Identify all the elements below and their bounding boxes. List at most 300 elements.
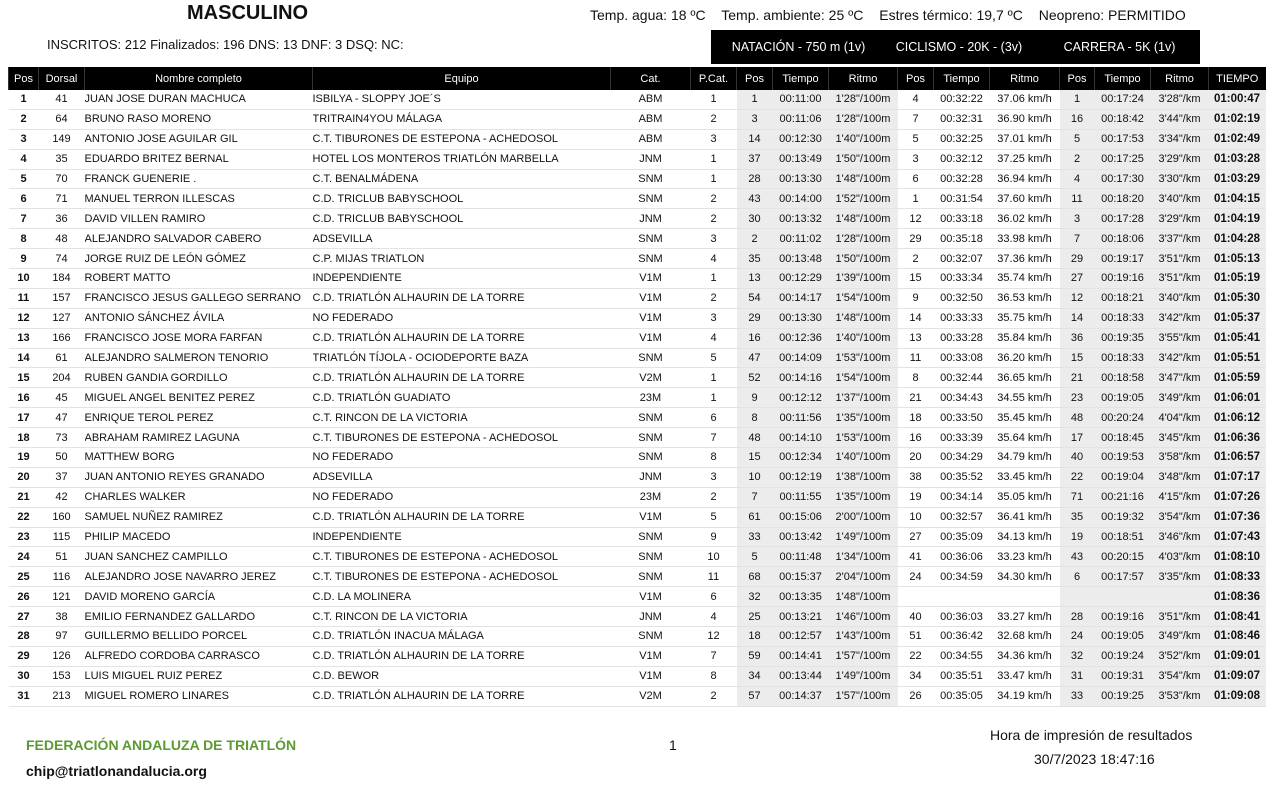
cell-run-pace: 3'54"/km [1151, 666, 1209, 686]
cell-dorsal: 127 [39, 308, 85, 328]
cell-name: JORGE RUIZ DE LEÓN GÓMEZ [85, 249, 313, 269]
cell-bike-pos: 38 [898, 467, 934, 487]
cell-run-pace: 3'37"/km [1151, 229, 1209, 249]
col-header-swim-time: Tiempo [773, 67, 829, 90]
cell-run-pace: 3'30"/km [1151, 169, 1209, 189]
cell-pos: 25 [9, 567, 39, 587]
cell-dorsal: 213 [39, 686, 85, 706]
table-row [9, 90, 1266, 109]
cell-run-pos: 7 [1060, 229, 1095, 249]
cell-total-time: 01:05:19 [1209, 269, 1266, 289]
cell-total-time: 01:02:19 [1209, 109, 1266, 129]
cell-run-pos: 14 [1060, 308, 1095, 328]
cell-total-time: 01:07:36 [1209, 507, 1266, 527]
cell-bike-speed: 33.98 km/h [990, 229, 1060, 249]
cell-bike-speed: 33.47 km/h [990, 666, 1060, 686]
cell-name: LUIS MIGUEL RUIZ PEREZ [85, 666, 313, 686]
cell-run-pace: 3'29"/km [1151, 149, 1209, 169]
cell-run-pos: 24 [1060, 627, 1095, 647]
cell-category: V1M [611, 269, 691, 289]
cell-run-pos: 3 [1060, 209, 1095, 229]
cell-run-pace: 3'35"/km [1151, 567, 1209, 587]
cell-total-time: 01:08:33 [1209, 567, 1266, 587]
cell-swim-pace: 1'50"/100m [829, 249, 898, 269]
table-row [9, 229, 1266, 249]
cell-swim-pos: 33 [737, 527, 773, 547]
table-row [9, 467, 1266, 487]
cell-total-time: 01:05:30 [1209, 288, 1266, 308]
cell-total-time: 01:03:28 [1209, 149, 1266, 169]
cell-category-pos: 3 [691, 129, 737, 149]
cell-category: SNM [611, 189, 691, 209]
cell-name: FRANCISCO JOSE MORA FARFAN [85, 328, 313, 348]
cell-run-pos: 27 [1060, 269, 1095, 289]
cell-team: C.D. TRIATLÓN ALHAURIN DE LA TORRE [313, 686, 611, 706]
cell-swim-pos: 43 [737, 189, 773, 209]
cell-name: BRUNO RASO MORENO [85, 109, 313, 129]
cell-category-pos: 3 [691, 467, 737, 487]
cell-run-time: 00:18:20 [1095, 189, 1151, 209]
cell-swim-pos: 3 [737, 109, 773, 129]
cell-category-pos: 6 [691, 587, 737, 607]
cell-team: C.D. TRICLUB BABYSCHOOL [313, 209, 611, 229]
table-row [9, 269, 1266, 289]
cell-pos: 1 [9, 90, 39, 109]
cell-team: C.D. TRIATLÓN ALHAURIN DE LA TORRE [313, 646, 611, 666]
cell-run-pace: 3'46"/km [1151, 527, 1209, 547]
cell-swim-pos: 30 [737, 209, 773, 229]
cell-bike-pos [898, 587, 934, 607]
cell-total-time: 01:08:46 [1209, 627, 1266, 647]
cell-bike-speed: 37.06 km/h [990, 90, 1060, 109]
cell-team: C.P. MIJAS TRIATLON [313, 249, 611, 269]
cell-category: JNM [611, 467, 691, 487]
cell-team: TRITRAIN4YOU MÁLAGA [313, 109, 611, 129]
cell-run-time: 00:20:24 [1095, 408, 1151, 428]
cell-name: JUAN JOSE DURAN MACHUCA [85, 90, 313, 109]
cell-swim-pos: 61 [737, 507, 773, 527]
table-row [9, 368, 1266, 388]
table-row [9, 249, 1266, 269]
cell-total-time: 01:03:29 [1209, 169, 1266, 189]
cell-bike-pos: 20 [898, 448, 934, 468]
cell-run-pos: 16 [1060, 109, 1095, 129]
cell-bike-speed: 36.94 km/h [990, 169, 1060, 189]
cell-bike-speed: 35.74 km/h [990, 269, 1060, 289]
cell-pos: 30 [9, 666, 39, 686]
cell-swim-pace: 1'48"/100m [829, 209, 898, 229]
cell-run-time: 00:19:05 [1095, 388, 1151, 408]
cell-swim-pos: 57 [737, 686, 773, 706]
cell-category: ABM [611, 90, 691, 109]
cell-run-pace: 3'55"/km [1151, 328, 1209, 348]
cell-run-time: 00:19:35 [1095, 328, 1151, 348]
cell-bike-pos: 24 [898, 567, 934, 587]
cell-swim-time: 00:11:02 [773, 229, 829, 249]
cell-run-pos [1060, 587, 1095, 607]
cell-swim-time: 00:12:36 [773, 328, 829, 348]
cell-team: ISBILYA - SLOPPY JOE´S [313, 90, 611, 109]
cell-bike-speed: 35.84 km/h [990, 328, 1060, 348]
cell-name: GUILLERMO BELLIDO PORCEL [85, 627, 313, 647]
cell-run-pos: 40 [1060, 448, 1095, 468]
cell-swim-pace: 1'46"/100m [829, 607, 898, 627]
cell-dorsal: 51 [39, 547, 85, 567]
contact-email: chip@triatlonandalucia.org [26, 763, 207, 779]
cell-swim-time: 00:15:06 [773, 507, 829, 527]
cell-swim-pos: 68 [737, 567, 773, 587]
cell-team: C.T. RINCON DE LA VICTORIA [313, 607, 611, 627]
cell-pos: 20 [9, 467, 39, 487]
cell-run-pos: 4 [1060, 169, 1095, 189]
cell-run-time: 00:17:30 [1095, 169, 1151, 189]
cell-run-pace: 3'40"/km [1151, 288, 1209, 308]
cell-swim-pos: 13 [737, 269, 773, 289]
results-table [8, 67, 1266, 707]
cell-category-pos: 3 [691, 308, 737, 328]
cell-swim-time: 00:13:44 [773, 666, 829, 686]
cell-dorsal: 157 [39, 288, 85, 308]
cell-pos: 14 [9, 348, 39, 368]
cell-total-time: 01:05:13 [1209, 249, 1266, 269]
cell-name: ALEJANDRO SALMERON TENORIO [85, 348, 313, 368]
cell-run-pos: 28 [1060, 607, 1095, 627]
col-header-swim-pace: Ritmo [829, 67, 898, 90]
cell-swim-pace: 2'00"/100m [829, 507, 898, 527]
cell-team: C.T. BENALMÁDENA [313, 169, 611, 189]
cell-dorsal: 160 [39, 507, 85, 527]
cell-swim-pos: 16 [737, 328, 773, 348]
cell-dorsal: 64 [39, 109, 85, 129]
cell-total-time: 01:08:41 [1209, 607, 1266, 627]
table-row [9, 686, 1266, 706]
cell-bike-speed: 34.19 km/h [990, 686, 1060, 706]
cell-run-pace: 3'49"/km [1151, 388, 1209, 408]
cell-bike-pos: 11 [898, 348, 934, 368]
cell-bike-pos: 27 [898, 527, 934, 547]
cell-bike-pos: 19 [898, 487, 934, 507]
cell-dorsal: 45 [39, 388, 85, 408]
cell-total-time: 01:08:36 [1209, 587, 1266, 607]
cell-dorsal: 61 [39, 348, 85, 368]
cell-swim-time: 00:12:30 [773, 129, 829, 149]
cell-pos: 13 [9, 328, 39, 348]
cell-dorsal: 153 [39, 666, 85, 686]
cell-run-time: 00:21:16 [1095, 487, 1151, 507]
water-temp: Temp. agua: 18 ºC [590, 7, 706, 23]
cell-swim-pos: 14 [737, 129, 773, 149]
cell-bike-pos: 18 [898, 408, 934, 428]
cell-bike-time: 00:34:43 [934, 388, 990, 408]
cell-swim-pace: 1'28"/100m [829, 229, 898, 249]
cell-pos: 15 [9, 368, 39, 388]
cell-team: C.D. TRIATLÓN INACUA MÁLAGA [313, 627, 611, 647]
cell-category-pos: 6 [691, 408, 737, 428]
cell-run-pace: 3'28"/km [1151, 90, 1209, 109]
cell-run-pos: 31 [1060, 666, 1095, 686]
cell-pos: 11 [9, 288, 39, 308]
cell-pos: 3 [9, 129, 39, 149]
cell-category-pos: 8 [691, 666, 737, 686]
organization-name: FEDERACIÓN ANDALUZA DE TRIATLÓN [26, 737, 297, 753]
cell-name: ALEJANDRO SALVADOR CABERO [85, 229, 313, 249]
cell-bike-speed: 37.25 km/h [990, 149, 1060, 169]
cell-total-time: 01:09:07 [1209, 666, 1266, 686]
cell-category-pos: 10 [691, 547, 737, 567]
cell-bike-pos: 6 [898, 169, 934, 189]
col-header-swim-pos: Pos [737, 67, 773, 90]
cell-pos: 2 [9, 109, 39, 129]
cell-bike-pos: 2 [898, 249, 934, 269]
cell-team: INDEPENDIENTE [313, 269, 611, 289]
cell-bike-pos: 1 [898, 189, 934, 209]
cell-name: SAMUEL NUÑEZ RAMIREZ [85, 507, 313, 527]
cell-run-pace: 3'47"/km [1151, 368, 1209, 388]
col-header-bike-speed: Ritmo [990, 67, 1060, 90]
cell-run-pos: 33 [1060, 686, 1095, 706]
cell-bike-pos: 22 [898, 646, 934, 666]
cell-name: EDUARDO BRITEZ BERNAL [85, 149, 313, 169]
cell-category: SNM [611, 348, 691, 368]
cell-name: ABRAHAM RAMIREZ LAGUNA [85, 428, 313, 448]
cell-total-time: 01:09:01 [1209, 646, 1266, 666]
cell-run-time: 00:19:32 [1095, 507, 1151, 527]
cell-run-pace [1151, 587, 1209, 607]
cell-category-pos: 1 [691, 90, 737, 109]
cell-bike-time: 00:32:22 [934, 90, 990, 109]
cell-bike-time [934, 587, 990, 607]
cell-swim-pace: 1'57"/100m [829, 646, 898, 666]
cell-bike-time: 00:35:52 [934, 467, 990, 487]
cell-run-pos: 17 [1060, 428, 1095, 448]
cell-run-pace: 3'51"/km [1151, 269, 1209, 289]
cell-bike-pos: 7 [898, 109, 934, 129]
cell-bike-speed: 37.01 km/h [990, 129, 1060, 149]
cell-run-pace: 3'44"/km [1151, 109, 1209, 129]
cell-swim-time: 00:14:37 [773, 686, 829, 706]
cell-swim-pos: 52 [737, 368, 773, 388]
cell-swim-pace: 2'04"/100m [829, 567, 898, 587]
cell-team: C.D. LA MOLINERA [313, 587, 611, 607]
cell-bike-pos: 29 [898, 229, 934, 249]
cell-swim-pos: 32 [737, 587, 773, 607]
cell-pos: 12 [9, 308, 39, 328]
cell-category: SNM [611, 567, 691, 587]
cell-run-pace: 3'49"/km [1151, 627, 1209, 647]
table-body [9, 90, 1266, 706]
cell-run-pos: 15 [1060, 348, 1095, 368]
cell-pos: 24 [9, 547, 39, 567]
col-header-run-time: Tiempo [1095, 67, 1151, 90]
cell-swim-time: 00:11:00 [773, 90, 829, 109]
cell-dorsal: 47 [39, 408, 85, 428]
cell-team: C.D. BEWOR [313, 666, 611, 686]
cell-run-pos: 21 [1060, 368, 1095, 388]
cell-swim-pace: 1'54"/100m [829, 368, 898, 388]
cell-category: V1M [611, 308, 691, 328]
cell-bike-speed: 37.60 km/h [990, 189, 1060, 209]
cell-bike-time: 00:35:05 [934, 686, 990, 706]
cell-run-pace: 3'52"/km [1151, 646, 1209, 666]
cell-bike-speed: 36.65 km/h [990, 368, 1060, 388]
cell-swim-time: 00:14:10 [773, 428, 829, 448]
cell-run-time: 00:17:57 [1095, 567, 1151, 587]
cell-bike-pos: 41 [898, 547, 934, 567]
cell-total-time: 01:05:37 [1209, 308, 1266, 328]
cell-swim-pace: 1'48"/100m [829, 587, 898, 607]
col-header-team: Equipo [313, 67, 611, 90]
cell-dorsal: 48 [39, 229, 85, 249]
cell-bike-speed: 35.05 km/h [990, 487, 1060, 507]
col-header-category-pos: P.Cat. [691, 67, 737, 90]
table-row [9, 149, 1266, 169]
race-conditions [590, 7, 1198, 23]
cell-bike-time: 00:35:18 [934, 229, 990, 249]
cell-name: ALFREDO CORDOBA CARRASCO [85, 646, 313, 666]
segment-swim: NATACIÓN - 750 m (1v) [731, 40, 866, 54]
cell-run-pace: 3'58"/km [1151, 448, 1209, 468]
table-row [9, 169, 1266, 189]
cell-run-time: 00:18:51 [1095, 527, 1151, 547]
cell-run-time: 00:18:33 [1095, 348, 1151, 368]
cell-swim-pace: 1'48"/100m [829, 308, 898, 328]
cell-total-time: 01:09:08 [1209, 686, 1266, 706]
cell-pos: 6 [9, 189, 39, 209]
cell-dorsal: 204 [39, 368, 85, 388]
cell-run-pos: 48 [1060, 408, 1095, 428]
cell-total-time: 01:02:49 [1209, 129, 1266, 149]
cell-swim-time: 00:11:56 [773, 408, 829, 428]
cell-run-time: 00:17:28 [1095, 209, 1151, 229]
cell-bike-speed: 33.23 km/h [990, 547, 1060, 567]
table-row [9, 587, 1266, 607]
cell-name: JUAN ANTONIO REYES GRANADO [85, 467, 313, 487]
cell-run-pos: 22 [1060, 467, 1095, 487]
cell-bike-pos: 34 [898, 666, 934, 686]
cell-bike-time: 00:33:18 [934, 209, 990, 229]
cell-pos: 10 [9, 269, 39, 289]
cell-run-time: 00:19:25 [1095, 686, 1151, 706]
cell-bike-speed: 35.64 km/h [990, 428, 1060, 448]
cell-total-time: 01:08:10 [1209, 547, 1266, 567]
cell-category-pos: 4 [691, 328, 737, 348]
cell-team: C.D. TRIATLÓN ALHAURIN DE LA TORRE [313, 368, 611, 388]
cell-pos: 28 [9, 627, 39, 647]
cell-category-pos: 7 [691, 428, 737, 448]
cell-swim-pos: 9 [737, 388, 773, 408]
cell-run-pos: 43 [1060, 547, 1095, 567]
cell-swim-time: 00:13:32 [773, 209, 829, 229]
cell-run-pace: 3'40"/km [1151, 189, 1209, 209]
cell-bike-time: 00:34:29 [934, 448, 990, 468]
cell-bike-time: 00:34:55 [934, 646, 990, 666]
cell-swim-pos: 7 [737, 487, 773, 507]
cell-swim-pace: 1'49"/100m [829, 527, 898, 547]
cell-name: ANTONIO SÁNCHEZ ÁVILA [85, 308, 313, 328]
cell-bike-speed: 34.36 km/h [990, 646, 1060, 666]
cell-run-time: 00:18:06 [1095, 229, 1151, 249]
cell-team: NO FEDERADO [313, 448, 611, 468]
cell-run-pace: 3'51"/km [1151, 249, 1209, 269]
cell-run-pace: 3'48"/km [1151, 467, 1209, 487]
cell-bike-speed: 33.45 km/h [990, 467, 1060, 487]
cell-category-pos: 9 [691, 527, 737, 547]
cell-name: MATTHEW BORG [85, 448, 313, 468]
cell-name: FRANCK GUENERIE . [85, 169, 313, 189]
cell-swim-time: 00:15:37 [773, 567, 829, 587]
segment-bike: CICLISMO - 20K - (3v) [895, 40, 1023, 54]
cell-category-pos: 1 [691, 269, 737, 289]
cell-category-pos: 2 [691, 686, 737, 706]
cell-dorsal: 115 [39, 527, 85, 547]
cell-swim-pos: 15 [737, 448, 773, 468]
cell-category: ABM [611, 109, 691, 129]
cell-run-pos: 11 [1060, 189, 1095, 209]
cell-run-pos: 29 [1060, 249, 1095, 269]
cell-dorsal: 71 [39, 189, 85, 209]
cell-pos: 4 [9, 149, 39, 169]
cell-run-time: 00:19:05 [1095, 627, 1151, 647]
participant-counts: INSCRITOS: 212 Finalizados: 196 DNS: 13 DNF: 3 DSQ: NC: [47, 37, 404, 52]
cell-pos: 29 [9, 646, 39, 666]
cell-pos: 26 [9, 587, 39, 607]
cell-bike-time: 00:36:06 [934, 547, 990, 567]
cell-category: JNM [611, 607, 691, 627]
table-row [9, 209, 1266, 229]
col-header-total-time: TIEMPO [1209, 67, 1266, 90]
cell-team: C.T. TIBURONES DE ESTEPONA - ACHEDOSOL [313, 428, 611, 448]
cell-category-pos: 2 [691, 209, 737, 229]
cell-name: CHARLES WALKER [85, 487, 313, 507]
col-header-pos: Pos [9, 67, 39, 90]
cell-run-pos: 1 [1060, 90, 1095, 109]
thermal-stress: Estres térmico: 19,7 ºC [879, 7, 1023, 23]
cell-swim-pos: 35 [737, 249, 773, 269]
cell-category: SNM [611, 169, 691, 189]
segment-header [711, 30, 1200, 64]
cell-category-pos: 4 [691, 607, 737, 627]
cell-pos: 17 [9, 408, 39, 428]
print-label: Hora de impresión de resultados [990, 727, 1193, 743]
ambient-temp: Temp. ambiente: 25 ºC [721, 7, 864, 23]
cell-swim-pos: 37 [737, 149, 773, 169]
cell-bike-speed: 37.36 km/h [990, 249, 1060, 269]
cell-bike-pos: 10 [898, 507, 934, 527]
cell-bike-pos: 3 [898, 149, 934, 169]
cell-dorsal: 97 [39, 627, 85, 647]
cell-bike-time: 00:33:34 [934, 269, 990, 289]
cell-total-time: 01:06:12 [1209, 408, 1266, 428]
cell-swim-pos: 8 [737, 408, 773, 428]
cell-bike-pos: 15 [898, 269, 934, 289]
cell-category-pos: 8 [691, 448, 737, 468]
cell-name: RUBEN GANDIA GORDILLO [85, 368, 313, 388]
cell-run-pos: 71 [1060, 487, 1095, 507]
cell-swim-pace: 1'49"/100m [829, 666, 898, 686]
cell-total-time: 01:04:15 [1209, 189, 1266, 209]
cell-team: C.D. TRIATLÓN GUADIATO [313, 388, 611, 408]
cell-swim-pace: 1'34"/100m [829, 547, 898, 567]
cell-swim-pace: 1'54"/100m [829, 288, 898, 308]
col-header-category: Cat. [611, 67, 691, 90]
table-row [9, 109, 1266, 129]
table-row [9, 527, 1266, 547]
cell-bike-time: 00:32:50 [934, 288, 990, 308]
cell-bike-time: 00:32:25 [934, 129, 990, 149]
cell-name: PHILIP MACEDO [85, 527, 313, 547]
cell-swim-pace: 1'39"/100m [829, 269, 898, 289]
cell-run-pos: 35 [1060, 507, 1095, 527]
